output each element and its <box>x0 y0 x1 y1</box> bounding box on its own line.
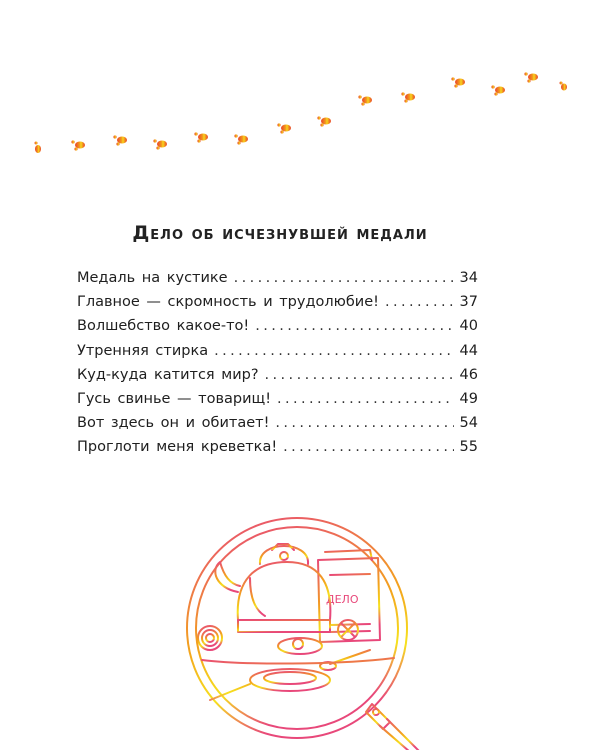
toc-leader-dots <box>234 270 454 286</box>
kettle-drawing <box>215 544 330 632</box>
toc-entry[interactable] <box>77 270 478 294</box>
toc-entry-page: 44 <box>459 342 478 359</box>
magnifying-glass-illustration <box>180 500 480 750</box>
footprint <box>234 134 248 144</box>
toc-entry[interactable] <box>77 318 478 342</box>
toc-entry-title: Гусь свинье — товарищ! <box>77 390 272 407</box>
toc-entry[interactable] <box>77 391 478 415</box>
footprint <box>277 123 291 133</box>
footprint <box>194 132 208 142</box>
toc-entry[interactable] <box>77 439 478 463</box>
toc-entry-page: 40 <box>459 318 478 335</box>
footprint <box>451 77 465 87</box>
toc-leader-dots <box>265 367 454 383</box>
table-of-contents <box>77 270 478 464</box>
magnifier-handle <box>366 704 420 750</box>
toc-entry-page: 54 <box>459 415 478 432</box>
toc-entry-page: 55 <box>459 439 478 456</box>
toc-entry[interactable] <box>77 294 478 318</box>
onion-drawing <box>198 626 222 650</box>
footprint <box>524 72 538 82</box>
footprint <box>358 95 372 105</box>
chapter-title: Дело об исчезнувшей медали <box>132 222 428 244</box>
footprint <box>491 85 505 95</box>
table-edge-lines <box>202 658 394 700</box>
toc-entry-page: 34 <box>459 270 478 286</box>
footprint <box>317 116 331 126</box>
lemon-drawing <box>338 620 358 640</box>
toc-entry-title: Вот здесь он и обитает! <box>77 415 270 432</box>
toc-entry-page: 49 <box>459 390 478 407</box>
toc-leader-dots <box>283 439 453 455</box>
toc-entry-title: Проглоти меня креветка! <box>77 439 278 456</box>
toc-leader-dots <box>385 294 454 310</box>
toc-entry-title: Волшебство какое-то! <box>77 318 250 335</box>
toc-entry-page: 37 <box>459 294 478 311</box>
footprint <box>401 92 415 102</box>
toc-entry-title: Куд-куда катится мир? <box>77 366 259 383</box>
toc-entry-title: Главное — скромность и трудолюбие! <box>77 294 379 311</box>
folder-label: ДЕЛО <box>326 593 359 606</box>
toc-leader-dots <box>275 415 453 431</box>
lens-inner-rim <box>196 527 398 729</box>
toc-leader-dots <box>214 343 453 359</box>
egg-drawing <box>278 638 322 654</box>
footprint <box>113 135 127 145</box>
footprint <box>71 140 85 150</box>
toc-leader-dots <box>277 391 454 407</box>
toc-entry-title: Медаль на кустике <box>77 270 228 286</box>
toc-leader-dots <box>255 318 453 334</box>
toc-entry[interactable] <box>77 367 478 391</box>
footprint <box>35 142 42 154</box>
plate-drawing <box>250 650 370 691</box>
toc-entry[interactable] <box>77 415 478 439</box>
footprint <box>153 139 167 149</box>
footprint <box>560 82 568 91</box>
toc-entry-page: 46 <box>459 366 478 383</box>
toc-entry[interactable] <box>77 343 478 367</box>
footprint-trail <box>0 0 600 200</box>
toc-entry-title: Утренняя стирка <box>77 342 209 359</box>
